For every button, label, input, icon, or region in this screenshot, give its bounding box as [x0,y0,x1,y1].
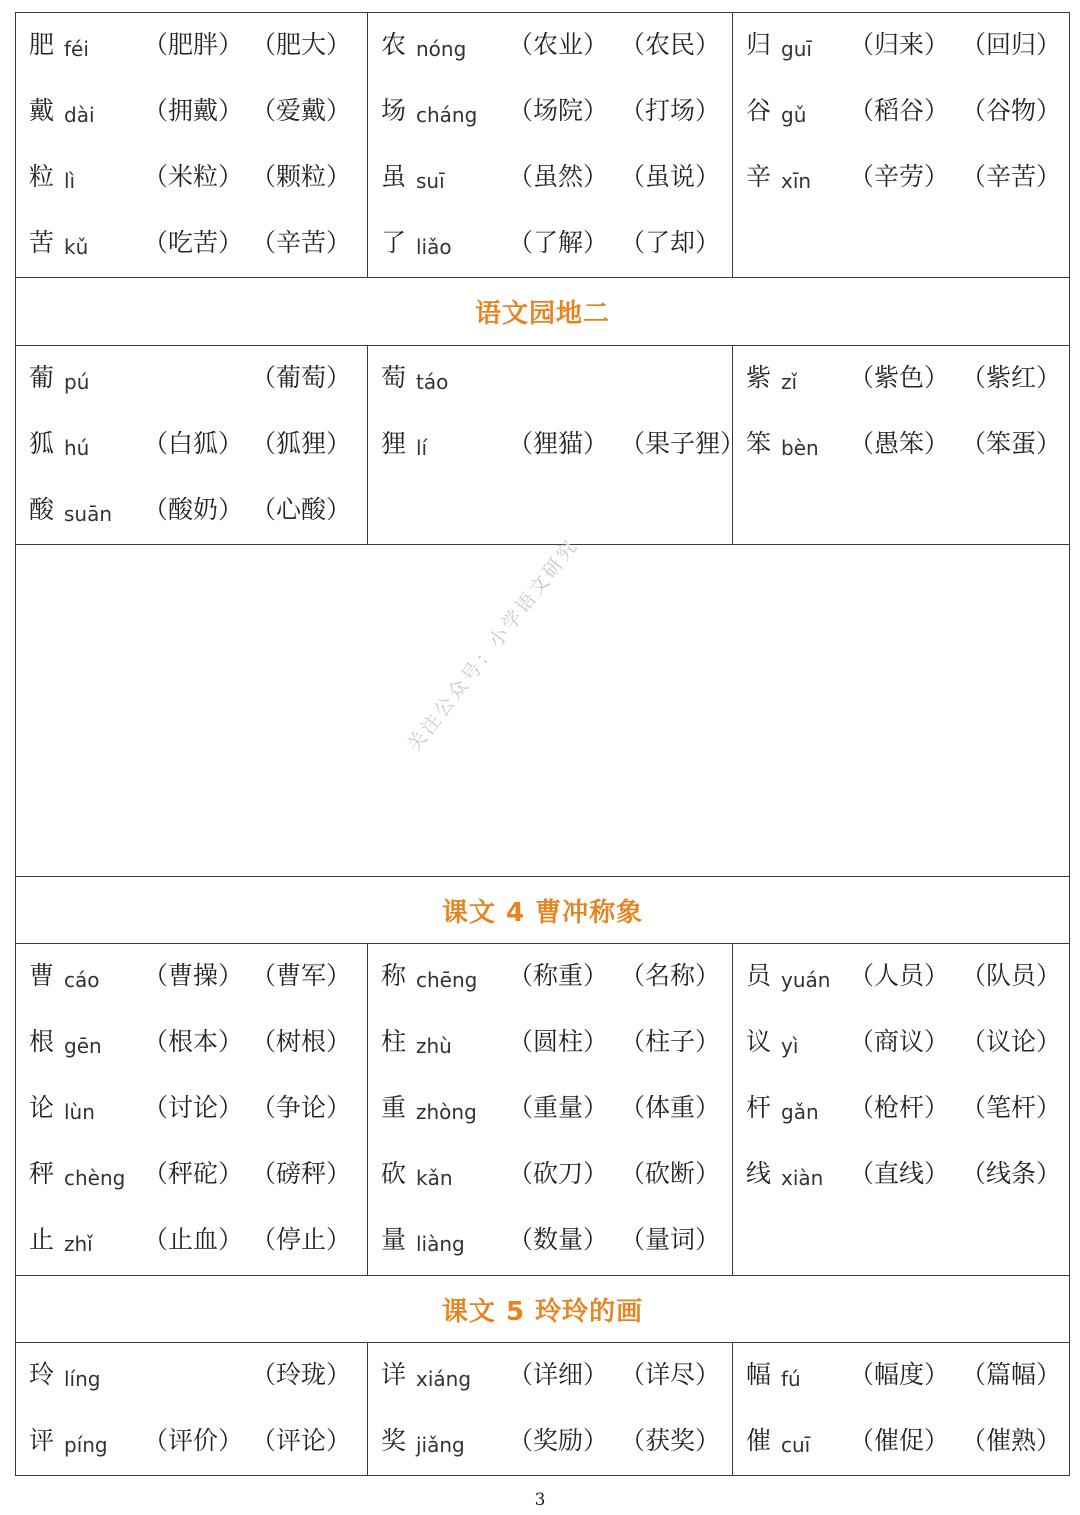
vocab-character: 归 [746,30,772,59]
vocab-word-2: （爱戴） [251,96,352,125]
vocab-pinyin: suān [64,502,113,526]
vocab-pinyin: xiáng [416,1367,472,1391]
vocab-pinyin: zǐ [781,370,798,394]
vocab-word-2: （打场） [620,96,721,125]
vocab-column [368,944,733,1275]
vocab-entry [16,360,367,400]
vocab-entry [368,225,732,265]
vocab-pinyin: zhǐ [64,1232,93,1256]
vocab-entry [368,93,732,133]
vocab-pinyin: kǔ [64,235,89,259]
vocab-pinyin: táo [416,370,449,394]
vocab-word-1: （米粒） [143,162,244,191]
vocab-character: 狐 [29,429,55,458]
vocab-entry [16,1090,367,1130]
vocab-character: 曹 [29,961,55,990]
vocab-pinyin: gēn [64,1034,102,1058]
section-heading: 语文园地二 [474,299,610,329]
vocab-word-2: （议论） [961,1027,1062,1056]
section-heading: 课文 5 玲玲的画 [441,1296,644,1327]
vocab-word-2: （谷物） [961,96,1062,125]
vocab-word-1: （归来） [849,30,950,59]
block-lesson-5 [16,1343,1069,1475]
vocab-entry [733,360,1071,400]
vocab-entry [368,1024,732,1064]
vocab-entry [733,426,1071,466]
vocab-word-1: （了解） [508,228,609,257]
vocab-pinyin: lí [416,436,428,460]
vocab-word-1: （奖励） [508,1426,609,1455]
vocab-character: 了 [381,228,407,257]
vocab-character: 根 [29,1027,55,1056]
vocab-entry [16,27,367,67]
vocab-word-2: （柱子） [620,1027,721,1056]
vocab-pinyin: cháng [416,103,478,127]
vocab-entry [368,27,732,67]
vocab-word-2: （笔杆） [961,1093,1062,1122]
vocab-pinyin: píng [64,1433,108,1457]
vocab-word-1: （白狐） [143,429,244,458]
vocab-character: 萄 [381,363,407,392]
vocab-word-2: （辛苦） [961,162,1062,191]
vocab-word-2: （树根） [251,1027,352,1056]
section-heading-row [16,877,1069,944]
vocab-word-2: （狐狸） [251,429,352,458]
vocab-pinyin: pú [64,370,90,394]
vocab-character: 场 [381,96,407,125]
vocab-character: 农 [381,30,407,59]
vocab-column [733,944,1071,1275]
block-lesson-4 [16,944,1069,1276]
vocab-pinyin: zhòng [416,1100,477,1124]
vocab-word-2: （篇幅） [961,1360,1062,1389]
vocab-word-1: （商议） [849,1027,950,1056]
vocab-word-1: （稻谷） [849,96,950,125]
vocab-pinyin: yuán [781,968,831,992]
vocab-word-2: （体重） [620,1093,721,1122]
vocab-word-2: （心酸） [251,495,352,524]
vocab-character: 苦 [29,228,55,257]
vocab-entry [16,159,367,199]
vocab-pinyin: hú [64,436,90,460]
vocab-entry [16,93,367,133]
vocab-character: 线 [746,1159,772,1188]
vocabulary-sheet [15,12,1070,1476]
vocab-word-1: （称重） [508,961,609,990]
vocab-character: 紫 [746,363,772,392]
vocab-word-1: （详细） [508,1360,609,1389]
vocab-pinyin: lùn [64,1100,95,1124]
vocab-word-2: （农民） [620,30,721,59]
vocab-word-1: （场院） [508,96,609,125]
vocab-word-2: （辛苦） [251,228,352,257]
vocab-character: 员 [746,961,772,990]
vocab-character: 杆 [746,1093,772,1122]
vocab-character: 柱 [381,1027,407,1056]
vocab-word-2: （评论） [251,1426,352,1455]
vocab-character: 葡 [29,363,55,392]
vocab-pinyin: guī [781,37,812,61]
vocab-pinyin: chēng [416,968,478,992]
vocab-word-2: （砍断） [620,1159,721,1188]
vocab-word-1: （曹操） [143,961,244,990]
vocab-column [733,346,1071,544]
vocab-pinyin: dài [64,103,95,127]
vocab-word-2: （紫红） [961,363,1062,392]
vocab-word-2: （回归） [961,30,1062,59]
vocab-column [368,13,733,277]
vocab-character: 谷 [746,96,772,125]
vocab-entry [368,1423,732,1463]
vocab-pinyin: gǔ [781,103,807,127]
vocab-entry [368,1090,732,1130]
vocab-word-2: （获奖） [620,1426,721,1455]
vocab-word-1: （圆柱） [508,1027,609,1056]
vocab-pinyin: jiǎng [416,1433,465,1457]
vocab-character: 奖 [381,1426,407,1455]
vocab-word-2: （果子狸） [620,429,746,458]
vocab-character: 砍 [381,1159,407,1188]
vocab-word-2: （详尽） [620,1360,721,1389]
vocab-word-1: （吃苦） [143,228,244,257]
vocab-character: 议 [746,1027,772,1056]
vocab-word-2: （了却） [620,228,721,257]
vocab-word-1: （酸奶） [143,495,244,524]
vocab-entry [16,1156,367,1196]
section-heading-row [16,278,1069,346]
vocab-column [368,346,746,544]
vocab-word-1: （辛劳） [849,162,950,191]
vocab-word-2: （曹军） [251,961,352,990]
vocab-word-2: （催熟） [961,1426,1062,1455]
vocab-entry [368,958,732,998]
vocab-pinyin: liàng [416,1232,465,1256]
vocab-character: 止 [29,1225,55,1254]
vocab-character: 戴 [29,96,55,125]
vocab-word-1: （紫色） [849,363,950,392]
vocab-column [733,13,1071,277]
vocab-pinyin: xīn [781,169,812,193]
vocab-word-1: （讨论） [143,1093,244,1122]
vocab-word-2: （停止） [251,1225,352,1254]
vocab-entry [16,426,367,466]
vocab-word-2: （争论） [251,1093,352,1122]
vocab-entry [733,93,1071,133]
vocab-word-1: （直线） [849,1159,950,1188]
vocab-word-1: （农业） [508,30,609,59]
vocab-column [16,346,368,544]
vocab-character: 辛 [746,162,772,191]
vocab-word-1: （评价） [143,1426,244,1455]
vocab-pinyin: cuī [781,1433,811,1457]
vocab-word-1: （根本） [143,1027,244,1056]
vocab-entry [733,1423,1071,1463]
vocab-entry [16,958,367,998]
vocab-pinyin: nóng [416,37,467,61]
vocab-column [16,1343,368,1475]
vocab-character: 评 [29,1426,55,1455]
vocab-word-1: （拥戴） [143,96,244,125]
vocab-character: 酸 [29,495,55,524]
vocab-entry [733,958,1071,998]
vocab-word-1: （肥胖） [143,30,244,59]
vocab-word-1: （愚笨） [849,429,950,458]
vocab-word-2: （肥大） [251,30,352,59]
vocab-entry [733,27,1071,67]
vocab-word-1: （人员） [849,961,950,990]
vocab-pinyin: cáo [64,968,100,992]
vocab-character: 称 [381,961,407,990]
vocab-entry [16,1024,367,1064]
vocab-column [733,1343,1071,1475]
vocab-character: 玲 [29,1360,55,1389]
vocab-pinyin: lì [64,169,76,193]
section-heading: 课文 4 曹冲称象 [441,897,644,928]
vocab-entry [733,1156,1071,1196]
vocab-entry [368,1156,732,1196]
vocab-pinyin: suī [416,169,445,193]
vocab-word-1: （狸猫） [508,429,609,458]
vocab-entry [368,360,732,400]
vocab-character: 粒 [29,162,55,191]
vocab-entry [16,1423,367,1463]
vocab-word-2: （量词） [620,1225,721,1254]
vocab-word-1: （幅度） [849,1360,950,1389]
vocab-word-1: （数量） [508,1225,609,1254]
vocab-entry [733,1090,1071,1130]
vocab-word-1: （催促） [849,1426,950,1455]
vocab-column [16,944,368,1275]
vocab-character: 笨 [746,429,772,458]
vocab-character: 秤 [29,1159,55,1188]
vocab-character: 详 [381,1360,407,1389]
vocab-pinyin: yì [781,1034,799,1058]
vocab-pinyin: féi [64,37,89,61]
vocab-entry [16,225,367,265]
vocab-column [368,1343,733,1475]
vocab-pinyin: fú [781,1367,801,1391]
vocab-word-2: （葡萄） [251,363,352,392]
vocab-word-2: （颗粒） [251,162,352,191]
vocab-word-2: （玲珑） [251,1360,352,1389]
vocab-character: 量 [381,1225,407,1254]
vocab-column [16,13,368,277]
page-number: 3 [534,1490,546,1510]
vocab-pinyin: gǎn [781,1100,819,1124]
block-lesson-3 [16,13,1069,278]
vocab-entry [368,1357,732,1397]
watermark-text: 关注公众号：小学语文研究 [403,534,584,757]
vocab-word-1: （止血） [143,1225,244,1254]
vocab-pinyin: kǎn [416,1166,453,1190]
vocab-word-1: （秤砣） [143,1159,244,1188]
vocab-character: 肥 [29,30,55,59]
vocab-word-2: （虽说） [620,162,721,191]
vocab-word-1: （重量） [508,1093,609,1122]
vocab-pinyin: líng [64,1367,101,1391]
section-heading-row [16,1276,1069,1343]
vocab-pinyin: liǎo [416,235,452,259]
vocab-character: 虽 [381,162,407,191]
vocab-entry [16,492,367,532]
vocab-entry [368,1222,732,1262]
vocab-character: 幅 [746,1360,772,1389]
vocab-character: 狸 [381,429,407,458]
vocab-pinyin: xiàn [781,1166,824,1190]
vocab-character: 重 [381,1093,407,1122]
vocab-entry [733,1024,1071,1064]
vocab-word-2: （线条） [961,1159,1062,1188]
vocab-word-1: （虽然） [508,162,609,191]
vocab-word-1: （砍刀） [508,1159,609,1188]
vocab-entry [368,426,746,466]
vocab-word-2: （笨蛋） [961,429,1062,458]
vocab-entry [16,1357,367,1397]
vocab-character: 催 [746,1426,772,1455]
vocab-word-2: （队员） [961,961,1062,990]
vocab-word-2: （名称） [620,961,721,990]
vocab-word-2: （磅秤） [251,1159,352,1188]
block-yuwen-yuandi-2 [16,346,1069,545]
vocab-entry [368,159,732,199]
vocab-pinyin: zhù [416,1034,452,1058]
vocab-entry [16,1222,367,1262]
vocab-word-1: （枪杆） [849,1093,950,1122]
vocab-character: 论 [29,1093,55,1122]
vocab-pinyin: chèng [64,1166,126,1190]
vocab-entry [733,1357,1071,1397]
vocab-pinyin: bèn [781,436,819,460]
vocab-entry [733,159,1071,199]
